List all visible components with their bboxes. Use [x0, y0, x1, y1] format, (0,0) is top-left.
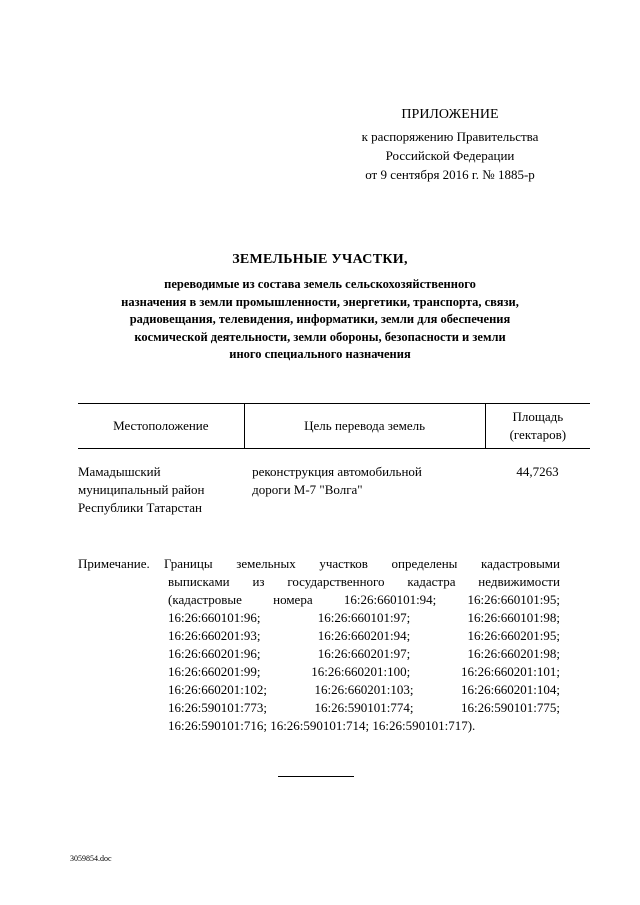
- cell-purpose-line: реконструкция автомобильной: [252, 464, 422, 479]
- note-word: кадастра: [407, 574, 456, 589]
- end-divider: [278, 776, 354, 777]
- note-word: 16:26:590101:775;: [461, 700, 560, 715]
- note-label: Примечание.: [78, 556, 150, 571]
- note-word: 16:26:660101:97;: [317, 610, 411, 625]
- note-word: 16:26:660101:94;: [343, 592, 437, 607]
- note-word: 16:26:590101:773;: [168, 700, 267, 715]
- note-word: 16:26:660101:98;: [467, 610, 560, 625]
- header-area: [485, 404, 590, 449]
- note-word: 16:26:660201:97;: [317, 646, 411, 661]
- note-word: из: [252, 574, 265, 589]
- cell-location-line: Мамадышский: [78, 464, 161, 479]
- note-word: 16:26:660201:101;: [461, 664, 560, 679]
- note-word: участков: [319, 556, 368, 571]
- appendix-title: ПРИЛОЖЕНИЕ: [401, 107, 499, 122]
- header-area-line-1: Площадь: [512, 409, 564, 424]
- table-row: [78, 449, 590, 518]
- note-word: номера: [273, 592, 313, 607]
- note-word: 16:26:660201:93;: [168, 628, 261, 643]
- note-line: [168, 663, 560, 681]
- cell-area: 44,7263: [516, 464, 559, 479]
- note-word: 16:26:660101:96;: [168, 610, 261, 625]
- note-line: [168, 645, 560, 663]
- note-body: [164, 555, 560, 735]
- footer-doc-code: 3059854.doc: [70, 854, 112, 863]
- appendix-line-2: Российской Федерации: [385, 148, 515, 163]
- note-word: 16:26:660201:100;: [311, 664, 411, 679]
- cell-purpose-line: дороги М-7 "Волга": [252, 482, 363, 497]
- subtitle-line: радиовещания, телевидения, информатики, земли для обеспечения: [129, 312, 511, 326]
- note-word: (кадастровые: [168, 592, 242, 607]
- note-word: 16:26:660201:103;: [314, 682, 414, 697]
- note-word: недвижимости: [478, 574, 560, 589]
- note-line: [168, 609, 560, 627]
- note-word: 16:26:590101:774;: [314, 700, 414, 715]
- note-word: 16:26:660201:98;: [467, 646, 560, 661]
- land-plots-table: [78, 403, 590, 517]
- note-line: [168, 681, 560, 699]
- note-word: выписками: [168, 574, 230, 589]
- note-line: [168, 627, 560, 645]
- note-word: 16:26:660101:95;: [467, 592, 560, 607]
- note-word: 16:26:660201:99;: [168, 664, 261, 679]
- appendix-header: [330, 105, 570, 184]
- cell-location: [78, 449, 244, 518]
- note-word: кадастровыми: [481, 556, 560, 571]
- note-line: [168, 699, 560, 717]
- note-line: [168, 591, 560, 609]
- note-word: 16:26:660201:102;: [168, 682, 267, 697]
- note-word: земельных: [236, 556, 296, 571]
- cell-location-line: муниципальный район: [78, 482, 205, 497]
- cell-location-line: Республики Татарстан: [78, 500, 202, 515]
- header-area-line-2: (гектаров): [509, 427, 567, 442]
- appendix-line-1: к распоряжению Правительства: [361, 129, 539, 144]
- note-word: 16:26:660201:104;: [461, 682, 560, 697]
- table-header-row: [78, 404, 590, 449]
- subtitle-line: космической деятельности, земли обороны, безопасности и земли: [134, 329, 506, 344]
- note-word: государственного: [287, 574, 385, 589]
- subtitle-line: назначения в земли промышленности, энергетики, транспорта, связи,: [121, 294, 519, 309]
- note-word: определены: [391, 556, 458, 571]
- header-location: Местоположение: [78, 404, 244, 449]
- note-word: 16:26:660201:94;: [317, 628, 411, 643]
- document-subtitle: [60, 276, 580, 364]
- subtitle-line: переводимые из состава земель сельскохозяйственного: [164, 277, 476, 291]
- appendix-line-3: от 9 сентября 2016 г. № 1885-р: [365, 167, 535, 182]
- note-word: 16:26:660201:96;: [168, 646, 261, 661]
- note-word: Границы: [164, 556, 213, 571]
- note-last-line: 16:26:590101:716; 16:26:590101:714; 16:26:590101:717).: [168, 718, 476, 733]
- document-title: ЗЕМЕЛЬНЫЕ УЧАСТКИ,: [232, 252, 408, 267]
- note-word: 16:26:660201:95;: [467, 628, 560, 643]
- note-line: [164, 555, 560, 573]
- cell-purpose: [244, 449, 485, 518]
- note-line: [168, 573, 560, 591]
- subtitle-line: иного специального назначения: [229, 347, 411, 361]
- header-purpose: Цель перевода земель: [244, 404, 485, 449]
